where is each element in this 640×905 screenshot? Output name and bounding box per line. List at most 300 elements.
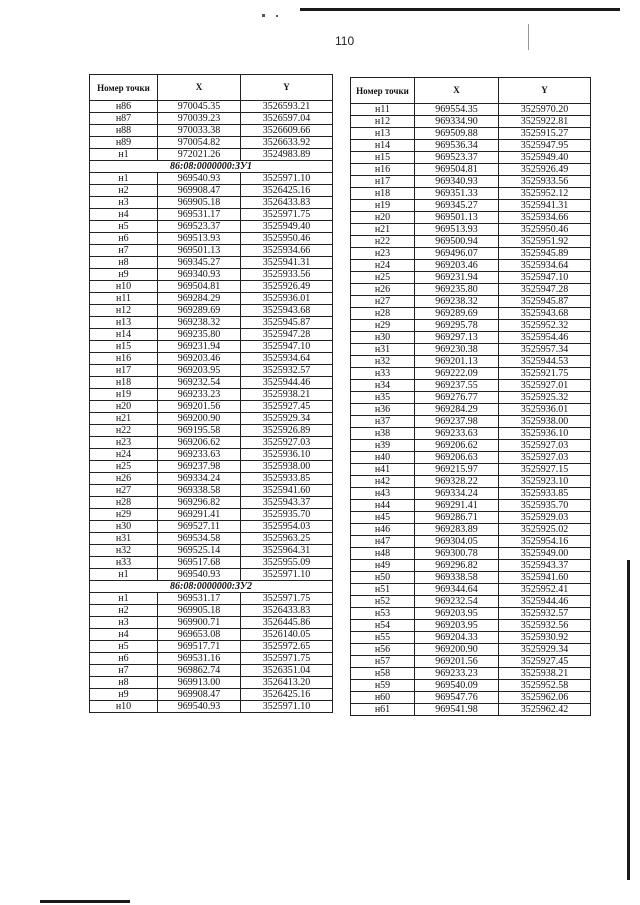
x-cell: 969230.38	[415, 344, 499, 356]
y-cell: 3525927.03	[241, 437, 333, 449]
y-cell: 3525945.87	[499, 296, 591, 308]
x-cell: 969201.56	[415, 656, 499, 668]
table-row	[90, 293, 333, 305]
x-cell: 969203.95	[415, 620, 499, 632]
table-row	[90, 629, 333, 641]
x-cell: 969513.93	[158, 233, 241, 245]
table-row	[351, 356, 591, 368]
scan-edge-top	[300, 8, 620, 11]
table-row	[351, 296, 591, 308]
x-cell: 970045.35	[158, 101, 241, 113]
y-cell: 3526433.83	[241, 605, 333, 617]
point-cell: н1	[90, 149, 158, 161]
y-cell: 3525933.85	[241, 473, 333, 485]
y-cell: 3525941.60	[499, 572, 591, 584]
x-cell: 969238.32	[158, 317, 241, 329]
x-cell: 969334.24	[415, 488, 499, 500]
table-row	[90, 221, 333, 233]
coordinates-table-left	[89, 74, 333, 713]
point-cell: н50	[351, 572, 415, 584]
table-row	[90, 269, 333, 281]
point-cell: н55	[351, 632, 415, 644]
table-row	[90, 341, 333, 353]
x-cell: 969203.95	[415, 608, 499, 620]
point-cell: н1	[90, 173, 158, 185]
table-row	[90, 593, 333, 605]
x-cell: 969232.54	[158, 377, 241, 389]
table-row	[90, 185, 333, 197]
x-cell: 969334.24	[158, 473, 241, 485]
point-cell: н17	[351, 176, 415, 188]
x-cell: 969206.63	[415, 452, 499, 464]
y-cell: 3525938.21	[499, 668, 591, 680]
table-row	[351, 608, 591, 620]
point-cell: н9	[90, 269, 158, 281]
x-cell: 969540.93	[158, 173, 241, 185]
x-cell: 969345.27	[158, 257, 241, 269]
table-row	[90, 701, 333, 713]
table-row	[90, 137, 333, 149]
table-row	[351, 284, 591, 296]
point-cell: н23	[90, 437, 158, 449]
y-cell: 3525971.75	[241, 209, 333, 221]
y-cell: 3525950.46	[499, 224, 591, 236]
point-cell: н29	[351, 320, 415, 332]
point-cell: н6	[90, 233, 158, 245]
x-cell: 969541.98	[415, 704, 499, 716]
x-cell: 969525.14	[158, 545, 241, 557]
table-row	[351, 212, 591, 224]
y-cell: 3525933.85	[499, 488, 591, 500]
point-cell: н1	[90, 593, 158, 605]
y-cell: 3525970.20	[499, 104, 591, 116]
point-cell: н30	[90, 521, 158, 533]
y-cell: 3525941.31	[241, 257, 333, 269]
column-header-point: Номер точки	[351, 78, 415, 104]
point-cell: н26	[90, 473, 158, 485]
point-cell: н12	[90, 305, 158, 317]
x-cell: 969203.46	[158, 353, 241, 365]
y-cell: 3526597.04	[241, 113, 333, 125]
point-cell: н35	[351, 392, 415, 404]
column-header-x: X	[415, 78, 499, 104]
point-cell: н31	[90, 533, 158, 545]
point-cell: н54	[351, 620, 415, 632]
section-title: 86:08:0000000:ЗУ2	[90, 581, 333, 593]
y-cell: 3525927.03	[499, 452, 591, 464]
table-row	[351, 644, 591, 656]
point-cell: н31	[351, 344, 415, 356]
x-cell: 969237.98	[415, 416, 499, 428]
x-cell: 969509.88	[415, 128, 499, 140]
scan-speck	[276, 15, 278, 17]
y-cell: 3525923.10	[499, 476, 591, 488]
table-row	[90, 365, 333, 377]
y-cell: 3525944.53	[499, 356, 591, 368]
point-cell: н15	[90, 341, 158, 353]
table-row	[90, 305, 333, 317]
x-cell: 969523.37	[415, 152, 499, 164]
point-cell: н87	[90, 113, 158, 125]
y-cell: 3525962.42	[499, 704, 591, 716]
table-row	[90, 281, 333, 293]
scan-speck	[262, 14, 265, 17]
x-cell: 969296.82	[415, 560, 499, 572]
table-row	[351, 668, 591, 680]
table-row	[90, 449, 333, 461]
point-cell: н13	[351, 128, 415, 140]
table-row	[90, 377, 333, 389]
point-cell: н42	[351, 476, 415, 488]
y-cell: 3525936.01	[241, 293, 333, 305]
y-cell: 3525941.31	[499, 200, 591, 212]
point-cell: н20	[351, 212, 415, 224]
table-row	[90, 473, 333, 485]
y-cell: 3526425.16	[241, 185, 333, 197]
x-cell: 969297.13	[415, 332, 499, 344]
y-cell: 3525949.40	[241, 221, 333, 233]
table-row	[351, 632, 591, 644]
y-cell: 3525971.75	[241, 653, 333, 665]
y-cell: 3525933.56	[499, 176, 591, 188]
point-cell: н22	[90, 425, 158, 437]
point-cell: н46	[351, 524, 415, 536]
x-cell: 969501.13	[415, 212, 499, 224]
y-cell: 3525922.81	[499, 116, 591, 128]
y-cell: 3525915.27	[499, 128, 591, 140]
y-cell: 3525934.66	[499, 212, 591, 224]
x-cell: 969201.56	[158, 401, 241, 413]
table-row	[90, 485, 333, 497]
y-cell: 3525934.64	[499, 260, 591, 272]
table-row	[351, 476, 591, 488]
x-cell: 969304.05	[415, 536, 499, 548]
table-row	[90, 413, 333, 425]
table-row	[351, 440, 591, 452]
x-cell: 969908.47	[158, 185, 241, 197]
y-cell: 3525927.01	[499, 380, 591, 392]
table-row	[351, 500, 591, 512]
x-cell: 969237.55	[415, 380, 499, 392]
x-cell: 969540.09	[415, 680, 499, 692]
y-cell: 3526351.04	[241, 665, 333, 677]
point-cell: н19	[351, 200, 415, 212]
y-cell: 3525943.68	[241, 305, 333, 317]
table-row	[351, 368, 591, 380]
point-cell: н13	[90, 317, 158, 329]
point-cell: н47	[351, 536, 415, 548]
point-cell: н49	[351, 560, 415, 572]
x-cell: 969235.80	[415, 284, 499, 296]
y-cell: 3525964.31	[241, 545, 333, 557]
x-cell: 969201.13	[415, 356, 499, 368]
y-cell: 3525972.65	[241, 641, 333, 653]
x-cell: 969231.94	[415, 272, 499, 284]
table-row	[351, 164, 591, 176]
y-cell: 3525971.10	[241, 173, 333, 185]
table-row	[351, 224, 591, 236]
x-cell: 969206.62	[415, 440, 499, 452]
x-cell: 969536.34	[415, 140, 499, 152]
point-cell: н23	[351, 248, 415, 260]
x-cell: 969500.94	[415, 236, 499, 248]
table-row	[90, 497, 333, 509]
y-cell: 3525938.00	[499, 416, 591, 428]
table-row	[351, 656, 591, 668]
table-row	[351, 524, 591, 536]
x-cell: 969340.93	[415, 176, 499, 188]
table-row	[351, 188, 591, 200]
point-cell: н1	[90, 569, 158, 581]
x-cell: 969554.35	[415, 104, 499, 116]
table-row	[90, 101, 333, 113]
y-cell: 3525925.32	[499, 392, 591, 404]
y-cell: 3525944.46	[241, 377, 333, 389]
point-cell: н48	[351, 548, 415, 560]
y-cell: 3525971.10	[241, 701, 333, 713]
table-row	[351, 104, 591, 116]
x-cell: 969340.93	[158, 269, 241, 281]
x-cell: 969531.17	[158, 209, 241, 221]
table-row	[351, 200, 591, 212]
y-cell: 3525935.70	[499, 500, 591, 512]
table-row	[351, 464, 591, 476]
y-cell: 3525929.03	[499, 512, 591, 524]
x-cell: 969296.82	[158, 497, 241, 509]
column-header-point: Номер точки	[90, 75, 158, 101]
y-cell: 3525925.02	[499, 524, 591, 536]
x-cell: 969231.94	[158, 341, 241, 353]
table-row	[90, 641, 333, 653]
table-row	[90, 557, 333, 569]
table-row	[351, 272, 591, 284]
point-cell: н5	[90, 641, 158, 653]
table-row	[90, 677, 333, 689]
point-cell: н44	[351, 500, 415, 512]
y-cell: 3525943.37	[241, 497, 333, 509]
x-cell: 969862.74	[158, 665, 241, 677]
section-title: 86:08:0000000:ЗУ1	[90, 161, 333, 173]
y-cell: 3525934.66	[241, 245, 333, 257]
y-cell: 3525926.49	[499, 164, 591, 176]
scan-edge-bottom	[40, 900, 130, 903]
y-cell: 3524983.89	[241, 149, 333, 161]
table-row	[351, 344, 591, 356]
x-cell: 969235.80	[158, 329, 241, 341]
y-cell: 3525927.45	[499, 656, 591, 668]
y-cell: 3525932.56	[499, 620, 591, 632]
x-cell: 969233.23	[158, 389, 241, 401]
table-row	[351, 308, 591, 320]
x-cell: 969504.81	[158, 281, 241, 293]
point-cell: н33	[351, 368, 415, 380]
table-row	[90, 437, 333, 449]
x-cell: 969517.71	[158, 641, 241, 653]
x-cell: 969232.54	[415, 596, 499, 608]
y-cell: 3525929.34	[241, 413, 333, 425]
table-row	[90, 605, 333, 617]
point-cell: н19	[90, 389, 158, 401]
y-cell: 3525949.00	[499, 548, 591, 560]
table-row	[351, 248, 591, 260]
y-cell: 3525947.10	[499, 272, 591, 284]
x-cell: 969289.69	[158, 305, 241, 317]
table-row	[351, 320, 591, 332]
table-row	[90, 197, 333, 209]
point-cell: н38	[351, 428, 415, 440]
point-cell: н33	[90, 557, 158, 569]
point-cell: н53	[351, 608, 415, 620]
x-cell: 969547.76	[415, 692, 499, 704]
x-cell: 969203.95	[158, 365, 241, 377]
x-cell: 969913.00	[158, 677, 241, 689]
table-row	[90, 353, 333, 365]
x-cell: 969351.33	[415, 188, 499, 200]
column-header-x: X	[158, 75, 241, 101]
y-cell: 3525926.89	[241, 425, 333, 437]
table-row	[351, 572, 591, 584]
x-cell: 969540.93	[158, 701, 241, 713]
coordinates-table-right-body	[351, 104, 591, 716]
table-row	[90, 173, 333, 185]
point-cell: н15	[351, 152, 415, 164]
table-row	[90, 257, 333, 269]
scan-edge-right	[627, 560, 630, 880]
point-cell: н4	[90, 209, 158, 221]
y-cell: 3525936.01	[499, 404, 591, 416]
x-cell: 969534.58	[158, 533, 241, 545]
x-cell: 969233.23	[415, 668, 499, 680]
point-cell: н2	[90, 605, 158, 617]
table-row	[351, 452, 591, 464]
y-cell: 3526413.20	[241, 677, 333, 689]
section-row	[90, 581, 333, 593]
y-cell: 3525954.03	[241, 521, 333, 533]
table-row	[90, 521, 333, 533]
x-cell: 969276.77	[415, 392, 499, 404]
y-cell: 3525955.09	[241, 557, 333, 569]
table-row	[351, 416, 591, 428]
x-cell: 969195.58	[158, 425, 241, 437]
y-cell: 3525927.15	[499, 464, 591, 476]
x-cell: 969344.64	[415, 584, 499, 596]
point-cell: н14	[351, 140, 415, 152]
x-cell: 969905.18	[158, 605, 241, 617]
point-cell: н52	[351, 596, 415, 608]
point-cell: н22	[351, 236, 415, 248]
point-cell: н8	[90, 677, 158, 689]
point-cell: н6	[90, 653, 158, 665]
table-row	[351, 704, 591, 716]
x-cell: 969496.07	[415, 248, 499, 260]
point-cell: н10	[90, 701, 158, 713]
y-cell: 3525957.34	[499, 344, 591, 356]
y-cell: 3525934.64	[241, 353, 333, 365]
point-cell: н24	[351, 260, 415, 272]
table-row	[351, 260, 591, 272]
x-cell: 969334.90	[415, 116, 499, 128]
table-row	[351, 548, 591, 560]
x-cell: 969905.18	[158, 197, 241, 209]
y-cell: 3525927.45	[241, 401, 333, 413]
x-cell: 969527.11	[158, 521, 241, 533]
point-cell: н37	[351, 416, 415, 428]
point-cell: н7	[90, 665, 158, 677]
column-header-y: Y	[499, 78, 591, 104]
x-cell: 969653.08	[158, 629, 241, 641]
y-cell: 3526593.21	[241, 101, 333, 113]
point-cell: н2	[90, 185, 158, 197]
point-cell: н56	[351, 644, 415, 656]
point-cell: н59	[351, 680, 415, 692]
point-cell: н3	[90, 617, 158, 629]
table-row	[90, 401, 333, 413]
y-cell: 3525950.46	[241, 233, 333, 245]
x-cell: 970054.82	[158, 137, 241, 149]
point-cell: н9	[90, 689, 158, 701]
point-cell: н12	[351, 116, 415, 128]
table-row	[351, 692, 591, 704]
table-row	[351, 536, 591, 548]
x-cell: 969295.78	[415, 320, 499, 332]
point-cell: н41	[351, 464, 415, 476]
x-cell: 969204.33	[415, 632, 499, 644]
x-cell: 969328.22	[415, 476, 499, 488]
table-row	[90, 329, 333, 341]
y-cell: 3525947.10	[241, 341, 333, 353]
table-row	[351, 128, 591, 140]
point-cell: н45	[351, 512, 415, 524]
point-cell: н4	[90, 629, 158, 641]
y-cell: 3525935.70	[241, 509, 333, 521]
table-row	[90, 533, 333, 545]
y-cell: 3525949.40	[499, 152, 591, 164]
y-cell: 3525954.16	[499, 536, 591, 548]
x-cell: 970039.23	[158, 113, 241, 125]
point-cell: н17	[90, 365, 158, 377]
y-cell: 3525932.57	[499, 608, 591, 620]
point-cell: н26	[351, 284, 415, 296]
point-cell: н34	[351, 380, 415, 392]
point-cell: н24	[90, 449, 158, 461]
x-cell: 969540.93	[158, 569, 241, 581]
y-cell: 3526445.86	[241, 617, 333, 629]
table-row	[90, 209, 333, 221]
x-cell: 969523.37	[158, 221, 241, 233]
x-cell: 969233.63	[415, 428, 499, 440]
point-cell: н10	[90, 281, 158, 293]
x-cell: 970033.38	[158, 125, 241, 137]
point-cell: н57	[351, 656, 415, 668]
y-cell: 3525947.28	[241, 329, 333, 341]
y-cell: 3526633.92	[241, 137, 333, 149]
y-cell: 3525930.92	[499, 632, 591, 644]
column-header-y: Y	[241, 75, 333, 101]
table-row	[351, 380, 591, 392]
table-row	[90, 389, 333, 401]
point-cell: н86	[90, 101, 158, 113]
y-cell: 3525944.46	[499, 596, 591, 608]
table-row	[90, 233, 333, 245]
point-cell: н3	[90, 197, 158, 209]
point-cell: н27	[90, 485, 158, 497]
y-cell: 3525943.37	[499, 560, 591, 572]
table-row	[90, 425, 333, 437]
table-row	[351, 680, 591, 692]
point-cell: н18	[90, 377, 158, 389]
table-row	[351, 116, 591, 128]
x-cell: 969345.27	[415, 200, 499, 212]
